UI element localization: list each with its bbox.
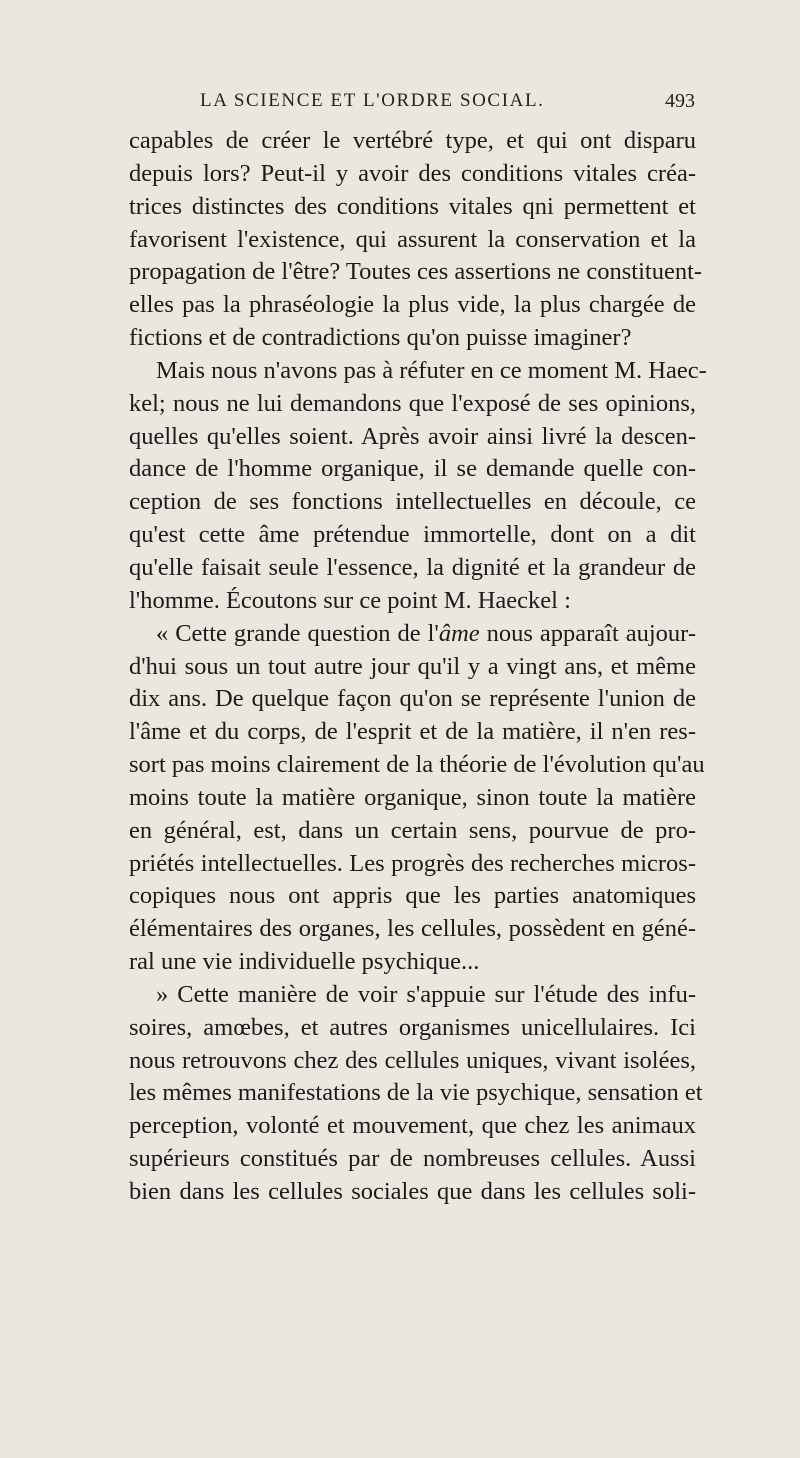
page-number: 493	[665, 90, 695, 112]
text-line: perception, volonté et mouvement, que chez les animaux	[129, 1112, 696, 1140]
text-line: d'hui sous un tout autre jour qu'il y a vingt ans, et même	[129, 652, 696, 680]
text-line: élémentaires des organes, les cellules, possèdent en géné-	[129, 915, 696, 943]
text-line: qu'est cette âme prétendue immortelle, dont on a dit	[129, 521, 696, 549]
text-line: elles pas la phraséologie la plus vide, la plus chargée de	[129, 291, 696, 319]
text-line: les mêmes manifestations de la vie psychique, sensation et	[129, 1079, 703, 1107]
text-line: moins toute la matière organique, sinon toute la matière	[129, 783, 696, 811]
text-line: » Cette manière de voir s'appuie sur l'étude des infu-	[156, 980, 696, 1008]
text-line: l'âme et du corps, de l'esprit et de la matière, il n'en res-	[129, 718, 696, 746]
text-line: supérieurs constitués par de nombreuses cellules. Aussi	[129, 1145, 696, 1173]
text-line: Mais nous n'avons pas à réfuter en ce moment M. Haec-	[156, 356, 707, 384]
text-line: copiques nous ont appris que les parties anatomiques	[129, 882, 696, 910]
text-line: ception de ses fonctions intellectuelles en découle, ce	[129, 488, 696, 516]
text-line: soires, amœbes, et autres organismes unicellulaires. Ici	[129, 1013, 696, 1041]
text-line: qu'elle faisait seule l'essence, la dignité et la grandeur de	[129, 553, 696, 581]
text-line: fictions et de contradictions qu'on puisse imaginer?	[129, 324, 632, 352]
text-line: capables de créer le vertébré type, et qui ont disparu	[129, 127, 696, 154]
text-line: dance de l'homme organique, il se demande quelle con-	[129, 455, 696, 483]
text-segment: « Cette grande question de l'	[156, 619, 439, 647]
body-text	[129, 125, 707, 1209]
text-line: priétés intellectuelles. Les progrès des recherches micros-	[129, 849, 696, 877]
text-line: kel; nous ne lui demandons que l'exposé de ses opinions,	[129, 389, 696, 417]
text-line: propagation de l'être? Toutes ces assertions ne constituent-	[129, 258, 703, 286]
text-line-quote-start	[129, 618, 696, 651]
text-line: bien dans les cellules sociales que dans les cellules soli-	[129, 1178, 696, 1205]
text-line: sort pas moins clairement de la théorie de l'évolution qu'au	[129, 751, 705, 779]
running-head	[130, 90, 695, 118]
italic-word: âme	[438, 619, 480, 647]
text-line: quelles qu'elles soient. Après avoir ainsi livré la descen-	[129, 422, 696, 450]
text-line: favorisent l'existence, qui assurent la conservation et la	[129, 225, 696, 253]
text-line: ral une vie individuelle psychique...	[129, 948, 480, 976]
text-line: nous retrouvons chez des cellules uniques, vivant isolées,	[129, 1046, 696, 1074]
text-line: l'homme. Écoutons sur ce point M. Haeckel :	[129, 586, 571, 614]
text-line: en général, est, dans un certain sens, pourvue de pro-	[129, 816, 696, 844]
text-segment: nous apparaît aujour-	[479, 619, 696, 647]
text-line: depuis lors? Peut-il y avoir des conditions vitales créa-	[129, 159, 696, 187]
running-head-title: LA SCIENCE ET L'ORDRE SOCIAL.	[200, 90, 545, 111]
text-line: dix ans. De quelque façon qu'on se représente l'union de	[129, 685, 696, 713]
text-line: trices distinctes des conditions vitales qni permettent et	[129, 192, 696, 220]
